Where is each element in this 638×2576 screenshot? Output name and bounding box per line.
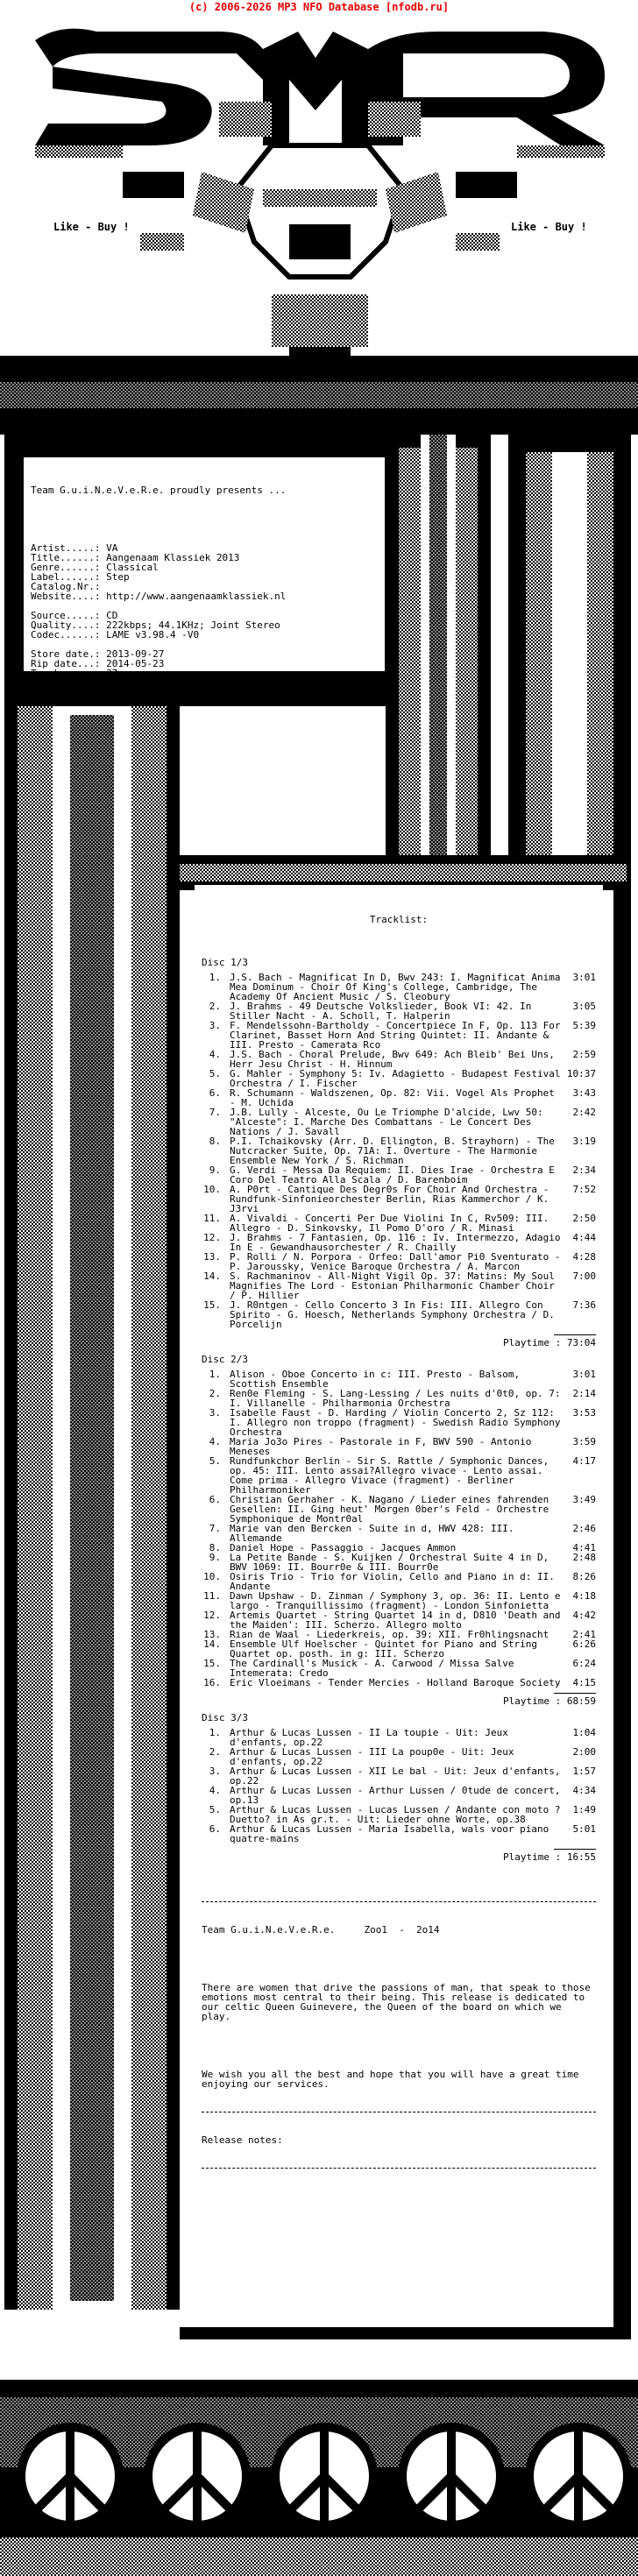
track-title: Rundfunkchor Berlin - Sir S. Rattle / Symphonic Dances, op. 45: III. Lento assai?Allegro vivace - Lento assai. Come prima - Allegro Vivace (fragment) - Berliner Philharmoniker [230,1455,555,1496]
playtime-rule [554,1693,596,1694]
track-duration: 2:14 [572,1388,596,1399]
info-field-key: Website....: [31,591,101,602]
release-info-box [24,457,385,689]
track-number: 10. [203,1571,221,1582]
playtime-rule [554,1849,596,1850]
track-row [202,973,596,1001]
track-title: Arthur & Lucas Lussen - Arthur Lussen / 0tude de concert, op.13 [230,1785,567,1806]
track-row [202,1369,596,1389]
track-duration: 5:39 [572,1020,596,1031]
info-field [31,678,378,688]
track-duration: 7:00 [572,1270,596,1282]
track-duration: 3:43 [572,1087,596,1099]
track-number: 4. [209,1436,221,1447]
track-number: 2. [209,1746,221,1758]
divider [202,1901,596,1902]
info-field-key: Quality....: [31,619,101,631]
track-title: Arthur & Lucas Lussen - Lucas Lussen / Andante con moto ?Duetto? in As gr.t. - Uit: Lieder ohne Worte, op.38 [230,1804,561,1825]
track-row [202,1069,596,1088]
track-row [202,1001,596,1021]
track-row [202,1233,596,1252]
track-row [202,1456,596,1495]
track-number: 5. [209,1804,221,1815]
track-duration: 3:05 [572,1001,596,1012]
disc-header: Disc 3/3 [202,1712,248,1723]
track-title: F. Mendelssohn-Bartholdy - Concertpiece In F, Op. 113 For Clarinet, Basset Horn And String Quintet: II. Andante & III. Presto - Camerata Rco [230,1020,567,1051]
track-duration: 4:34 [572,1785,596,1796]
track-row [202,1300,596,1329]
info-field-value: Classical [106,562,159,573]
playtime: Playtime : 16:55 [503,1851,596,1863]
info-field-value: 2014-05-23 [106,658,165,669]
track-duration: 2:00 [572,1746,596,1758]
track-row [202,1786,596,1805]
track-number: 15. [203,1299,221,1311]
disc-list [202,958,596,1862]
info-field-value: 269.28 megs [106,677,170,689]
disc-header: Disc 1/3 [202,957,248,968]
info-field-value: 37 [106,668,118,679]
track-duration: 4:44 [572,1232,596,1243]
tracklist-title: Tracklist: [369,914,429,925]
track-number: 11. [203,1213,221,1224]
info-field [31,630,378,640]
release-fields [31,543,378,688]
track-duration: 8:26 [572,1571,596,1582]
track-number: 3. [209,1020,221,1031]
track-row [202,1728,596,1747]
track-row [202,1252,596,1271]
track-row [202,1495,596,1524]
track-duration: 10:37 [566,1068,596,1079]
track-duration: 3:01 [572,1369,596,1380]
info-field-key: Title......: [31,552,101,563]
track-row [202,1747,596,1766]
track-duration: 1:49 [572,1804,596,1815]
track-duration: 2:59 [572,1049,596,1060]
track-title: Ren0e Fleming - S. Lang-Lessing / Les nuits d'0t0, op. 7: I. Villanelle - Philharmonia Orchestra [230,1388,567,1409]
track-number: 6. [209,1087,221,1099]
track-title: J.S. Bach - Magnificat In D, Bwv 243: I. Magnificat Anima Mea Dominum - Choir Of King's College, Cambridge, The Academy Of Ancient Music / S. Cleobury [230,972,567,1002]
info-field-key: Size.......: [31,677,101,689]
track-row [202,1659,596,1678]
track-duration: 3:59 [572,1436,596,1447]
track-row [202,1639,596,1659]
track-duration: 2:41 [572,1629,596,1640]
wishes-text: We wish you all the best and hope that you will have a great time enjoying our services. [202,2069,585,2090]
track-title: G. Mahler - Symphony 5: Iv. Adagietto - Budapest Festival Orchestra / I. Fischer [230,1068,567,1089]
info-field-key: Store date.: [31,648,101,660]
track-number: 4. [209,1785,221,1796]
track-duration: 2:48 [572,1552,596,1563]
track-duration: 3:53 [572,1407,596,1419]
divider [202,2168,596,2169]
track-title: A. Vivaldi - Concerti Per Due Violini In C, Rv509: III. Allegro - D. Sinkovsky, Il Pomo D'oro / R. Minasi [230,1213,555,1234]
track-row [202,1185,596,1214]
track-title: Arthur & Lucas Lussen - III La poup0e - Uit: Jeux d'enfants, op.22 [230,1746,521,1767]
release-notes-label: Release notes: [202,2134,283,2146]
track-row [202,1437,596,1456]
track-row [202,1572,596,1591]
info-field-value: VA [106,542,118,554]
info-field-key: Artist.....: [31,542,101,554]
like-buy-left[interactable]: Like - Buy ! [51,221,132,233]
track-duration: 4:17 [572,1455,596,1467]
track-number: 2. [209,1388,221,1399]
track-duration: 2:50 [572,1213,596,1224]
track-number: 10. [203,1184,221,1195]
track-title: The Cardinall's Musick - A. Carwood / Missa Salve Intemerata: Credo [230,1658,521,1679]
track-row [202,1678,596,1688]
track-duration: 7:36 [572,1299,596,1311]
track-title: Alison - Oboe Concerto in c: III. Presto - Balsom, Scottish Ensemble [230,1369,526,1390]
track-row [202,1165,596,1185]
track-title: Rian de Waal - Liederkreis, op. 39: XII. Fr0hlingsnacht [230,1629,549,1640]
track-duration: 3:01 [572,972,596,983]
playtime-rule [554,1334,596,1335]
like-buy-right[interactable]: Like - Buy ! [508,221,590,233]
info-field-value: Aangenaam Klassiek 2013 [106,552,240,563]
track-number: 2. [209,1001,221,1012]
info-field-value: 222kbps; 44.1KHz; Joint Stereo [106,619,280,631]
track-number: 8. [209,1136,221,1147]
track-number: 3. [209,1407,221,1419]
track-duration: 4:18 [572,1590,596,1602]
track-title: Ensemble Ulf Hoelscher - Quintet for Piano and String Quartet op. posth. in g: III. Scherzo [230,1638,543,1660]
track-title: Osiris Trio - Trio for Violin, Cello and Piano in d: II. Andante [230,1571,561,1592]
track-title: J.S. Bach - Choral Prelude, Bwv 649: Ach Bleib' Bei Uns, Herr Jesu Christ - H. Hinnum [230,1049,561,1070]
dedication-text: There are women that drive the passions of man, that speak to those emotions most central to their being. This release is dedicated to our celtic Queen Guinevere, the Queen of the board on which we play. [202,1982,597,2022]
info-field-key: Genre......: [31,562,101,573]
info-field-value: Step [106,571,130,583]
track-title: P. Rolli / N. Porpora - Orfeo: Dall'amor Pi0 Sventurato - P. Jaroussky, Venice Baroque Orchestra / A. Marcon [230,1251,567,1272]
team-name: Team G.u.i.N.e.V.e.R.e. [202,1924,336,1936]
track-row [202,1021,596,1050]
track-number: 5. [209,1455,221,1467]
track-row [202,1610,596,1630]
group-year: Zoo1 - 2o14 [364,1924,440,1936]
track-duration: 1:04 [572,1727,596,1738]
track-number: 6. [209,1823,221,1835]
track-duration: 4:15 [572,1677,596,1688]
info-field-key: Codec......: [31,629,101,640]
logo-art [35,29,605,158]
track-duration: 2:46 [572,1523,596,1534]
track-number: 14. [203,1638,221,1650]
track-number: 9. [209,1552,221,1563]
track-number: 15. [203,1658,221,1669]
track-duration: 1:57 [572,1766,596,1777]
track-row [202,1214,596,1233]
track-duration: 6:24 [572,1658,596,1669]
track-number: 1. [209,1727,221,1738]
track-row [202,1824,596,1844]
track-row [202,1088,596,1108]
track-title: Artemis Quartet - String Quartet 14 in d, D810 'Death and the Maiden': III. Scherzo. Allegro molto [230,1610,567,1631]
track-row [202,1805,596,1824]
track-duration: 7:52 [572,1184,596,1195]
ornament-art [123,102,517,382]
track-title: J. Brahms - 49 Deutsche Volkslieder, Book VI: 42. In Stiller Nacht - A. Scholl, T. Halperin [230,1001,537,1022]
peace-art [0,2380,638,2576]
track-row [202,1271,596,1300]
track-title: Marie van den Bercken - Suite in d, HWV 428: III. Allemande [230,1523,521,1544]
track-duration: 3:19 [572,1136,596,1147]
copyright-bar [0,0,638,14]
info-field-key: Label......: [31,571,101,583]
track-title: S. Rachmaninov - All-Night Vigil Op. 37: Matins: My Soul Magnifies The Lord - Estonian Philharmonic Chamber Choir / P. Hillier [230,1270,561,1301]
track-title: Isabelle Faust - D. Harding / Violin Concerto 2, Sz 112: I. Allegro non troppo (fragment) - Swedish Radio Symphony Orchestra [230,1407,567,1438]
track-number: 7. [209,1523,221,1534]
track-title: R. Schumann - Waldszenen, Op. 82: Vii. Vogel Als Prophet - M. Uchida [230,1087,561,1108]
track-duration: 2:34 [572,1164,596,1176]
info-field-key: Catalog.Nr.: [31,581,101,592]
info-field-key: Source.....: [31,610,101,621]
track-number: 6. [209,1494,221,1505]
track-title: P.I. Tchaikovsky (Arr. D. Ellington, B. Strayhorn) - The Nutcracker Suite, Op. 71A: I. Overture - The Harmonie Ensemble New York / S. Richman [230,1136,561,1166]
info-field-value: CD [106,610,118,621]
track-row [202,1050,596,1069]
info-field-key: Tracks.....: [31,668,101,679]
track-title: Dawn Upshaw - D. Zinman / Symphony 3, op. 36: II. Lento e largo - Tranquillissimo (fragment) - London Sinfonietta [230,1590,567,1611]
track-number: 14. [203,1270,221,1282]
presents-line: Team G.u.i.N.e.V.e.R.e. proudly presents ... [31,485,287,496]
track-duration: 2:42 [572,1107,596,1118]
copyright-link[interactable]: (c) 2006-2026 MP3 NFO Database [nfodb.ru] [188,1,450,13]
track-number: 4. [209,1049,221,1060]
track-duration: 4:28 [572,1251,596,1263]
track-title: Maria Jo3o Pires - Pastorale in F, BWV 590 - Antonio Meneses [230,1436,537,1457]
track-duration: 4:42 [572,1610,596,1621]
info-field-value: http://www.aangenaamklassiek.nl [106,591,287,602]
track-number: 1. [209,972,221,983]
track-duration: 4:41 [572,1542,596,1553]
track-row [202,1408,596,1437]
track-number: 8. [209,1542,221,1553]
track-row [202,1591,596,1610]
track-title: A. P0rt - Cantique Des Degr0s For Choir And Orchestra - Rundfunk-Sinfonieorchester Berlin, Rias Kammerchor / K. J3rvi [230,1184,555,1214]
track-title: Eric Vloeimans - Tender Mercies - Holland Baroque Society [230,1677,561,1688]
track-duration: 3:49 [572,1494,596,1505]
track-number: 13. [203,1251,221,1263]
track-row [202,1108,596,1136]
track-number: 5. [209,1068,221,1079]
track-title: Daniel Hope - Passaggio - Jacques Ammon [230,1542,457,1553]
track-number: 13. [203,1629,221,1640]
track-title: J. Brahms - 7 Fantasien, Op. 116 : Iv. Intermezzo, Adagio In E - Gewandhausorchester / R. Chailly [230,1232,567,1253]
track-number: 12. [203,1232,221,1243]
track-title: Arthur & Lucas Lussen - Maria Isabella, wals voor piano quatre-mains [230,1823,555,1844]
track-title: Arthur & Lucas Lussen - XII Le bal - Uit: Jeux d'enfants, op.22 [230,1766,567,1787]
track-row [202,1136,596,1165]
track-duration: 6:26 [572,1638,596,1650]
track-number: 11. [203,1590,221,1602]
playtime: Playtime : 73:04 [503,1337,596,1348]
track-number: 12. [203,1610,221,1621]
tracklist-box [195,885,603,2309]
track-row [202,1524,596,1543]
info-field-key: Rip date...: [31,658,101,669]
info-field-value: 2013-09-27 [106,648,165,660]
track-title: G. Verdi - Messa Da Requiem: II. Dies Irae - Orchestra E Coro Del Teatro Alla Scala / D. Barenboim [230,1164,561,1185]
track-duration: 5:01 [572,1823,596,1835]
track-title: J.B. Lully - Alceste, Ou Le Triomphe D'alcide, Lwv 50: "Alceste": I. Marche Des Combattans - Le Concert Des Nations / J. Savall [230,1107,549,1137]
track-title: Christian Gerhaher - K. Nagano / Lieder eines fahrenden Gesellen: II. Ging heut' Morgen 0ber's Feld - Orchestre Symphonique de Montr0al [230,1494,555,1525]
track-number: 9. [209,1164,221,1176]
info-field [31,591,378,601]
info-field-value: LAME v3.98.4 -V0 [106,629,200,640]
track-row [202,1766,596,1786]
playtime: Playtime : 68:59 [503,1695,596,1707]
track-row [202,1389,596,1408]
track-number: 3. [209,1766,221,1777]
track-number: 16. [203,1677,221,1688]
disc-header: Disc 2/3 [202,1354,248,1365]
track-row [202,1553,596,1572]
track-title: La Petite Bande - S. Kuijken / Orchestral Suite 4 in D, BWV 1069: II. Bourr0e & III. Bourr0e [230,1552,555,1573]
track-number: 7. [209,1107,221,1118]
track-number: 1. [209,1369,221,1380]
track-title: Arthur & Lucas Lussen - II La toupie - Uit: Jeux d'enfants, op.22 [230,1727,514,1748]
footer-team-line [202,1925,596,1935]
track-title: J. R0ntgen - Cello Concerto 3 In Fis: III. Allegro Con Spirito - G. Hoesch, Netherlands Symphony Orchestra / D. Porcelijn [230,1299,561,1330]
